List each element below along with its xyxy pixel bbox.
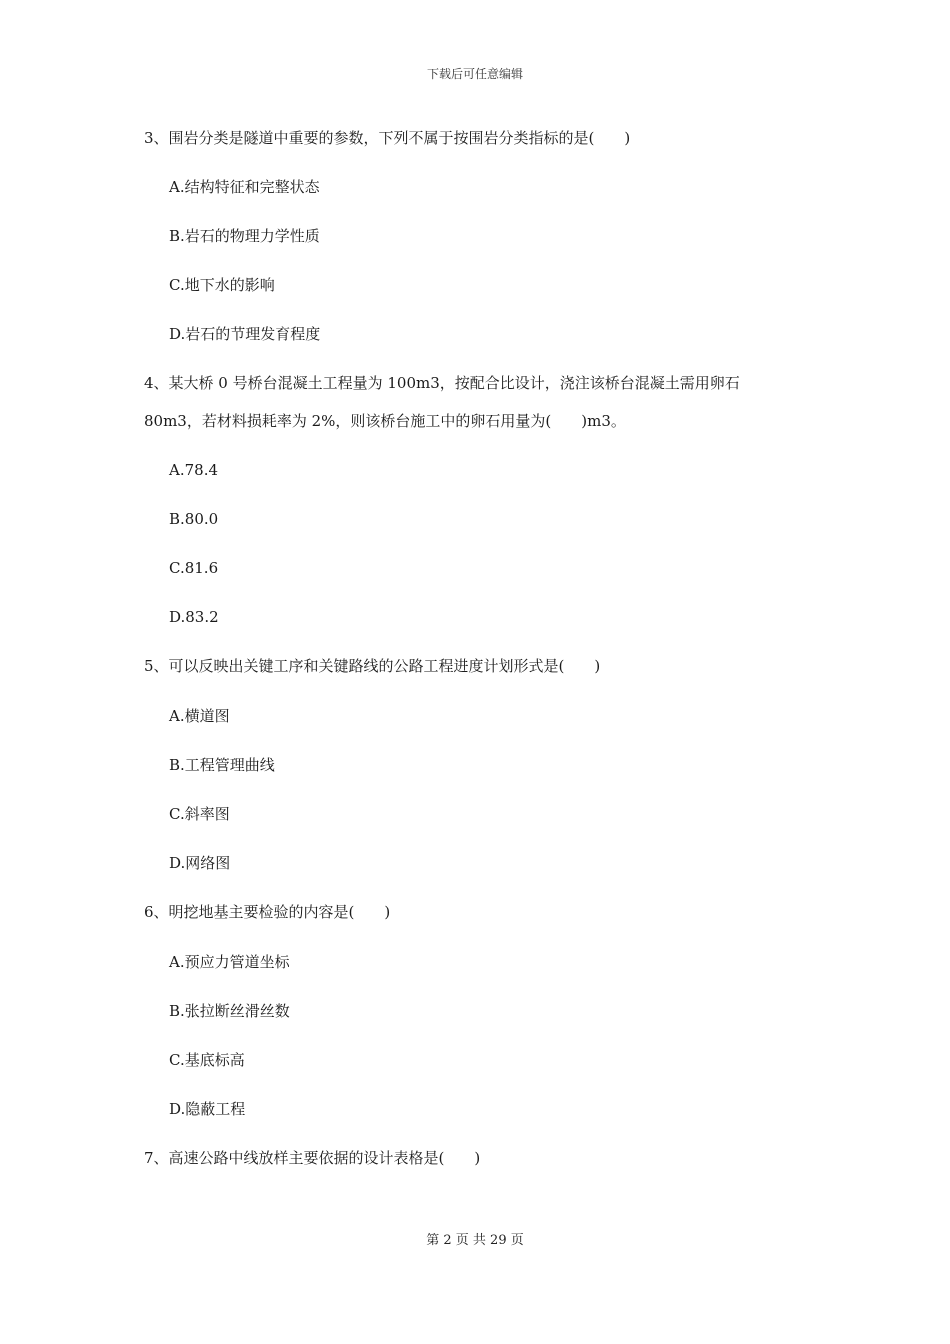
question-4-text-line-2: 80m3，若材料损耗率为 2%，则该桥台施工中的卵石用量为( )m3。: [144, 412, 626, 430]
question-3-option-d: D.岩石的节理发育程度: [169, 325, 321, 343]
question-4-option-a: A.78.4: [169, 461, 218, 479]
question-5-text: 5、可以反映出关键工序和关键路线的公路工程进度计划形式是( ): [144, 657, 601, 675]
question-6-option-b: B.张拉断丝滑丝数: [169, 1002, 290, 1020]
question-5-option-a: A.横道图: [169, 707, 230, 725]
question-3-text: 3、围岩分类是隧道中重要的参数，下列不属于按围岩分类指标的是( ): [144, 129, 631, 147]
question-4-option-b: B.80.0: [169, 510, 219, 528]
question-4-text-line-1: 4、某大桥 0 号桥台混凝土工程量为 100m3，按配合比设计，浇注该桥台混凝土需用卵石: [144, 374, 740, 392]
question-5-option-b: B.工程管理曲线: [169, 756, 275, 774]
question-4-option-c: C.81.6: [169, 559, 219, 577]
question-6-option-d: D.隐蔽工程: [169, 1100, 246, 1118]
question-5-option-c: C.斜率图: [169, 805, 230, 823]
question-4-option-d: D.83.2: [169, 608, 219, 626]
question-3-option-c: C.地下水的影响: [169, 276, 275, 294]
question-3-option-a: A.结构特征和完整状态: [169, 178, 320, 196]
question-5-option-d: D.网络图: [169, 854, 231, 872]
page-header: 下载后可任意编辑: [426, 67, 523, 81]
question-6-option-a: A.预应力管道坐标: [169, 953, 290, 971]
question-6-text: 6、明挖地基主要检验的内容是( ): [144, 903, 391, 921]
question-6-option-c: C.基底标高: [169, 1051, 245, 1069]
question-7-text: 7、高速公路中线放样主要依据的设计表格是( ): [144, 1149, 481, 1167]
question-3-option-b: B.岩石的物理力学性质: [169, 227, 320, 245]
page-footer: 第 2 页 共 29 页: [426, 1233, 524, 1248]
